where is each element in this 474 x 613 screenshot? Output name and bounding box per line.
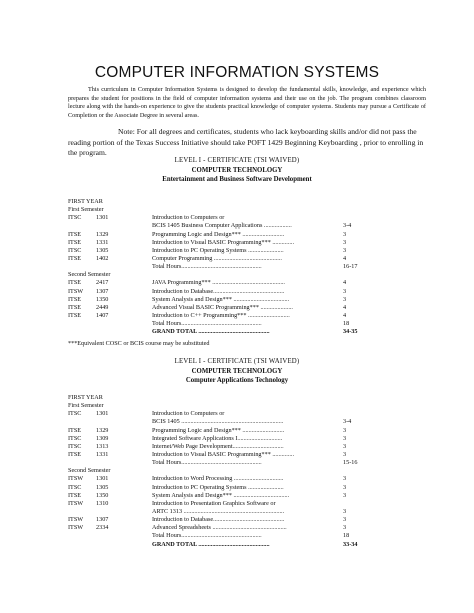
section1-program: COMPUTER TECHNOLOGY [191,166,283,174]
course-hours: 3 [343,426,347,434]
course-code: ITSW [68,524,84,532]
course-number: 1329 [96,426,109,434]
course-row [68,435,368,443]
course-row [68,222,368,230]
course-title: Introduction to Word Processing ................................ [152,475,284,483]
course-title: Total Hours.................................................... [152,263,262,271]
course-row [68,263,368,271]
course-hours: 3 [343,524,347,532]
course-number: 1313 [96,442,109,450]
course-number: 2449 [96,303,109,311]
course-title: GRAND TOTAL .............................................. [152,328,270,336]
course-hours: 3 [343,434,347,442]
course-title: Introduction to Visual BASIC Programming*** .............. [152,450,294,458]
course-row [68,255,368,263]
note-text: Note: For all degrees and certificates, students who lack keyboarding skills and/or did not pass the reading portion of the Texas Success Initiative should take POFT 1429 Beginning Keyboarding , prior to enrolling in the program. [68,127,424,158]
course-code: Second Semester [68,271,111,279]
course-row [68,402,368,410]
course-code: ITSW [68,516,84,524]
course-title: Programming Logic and Design*** ........................... [152,230,285,238]
section1-header [0,156,474,185]
course-hours: 3 [343,475,347,483]
course-hours: 3 [343,450,347,458]
course-number: 1329 [96,230,109,238]
course-code: ITSE [68,303,82,311]
course-number: 1331 [96,450,109,458]
section2-level: LEVEL I - CERTIFICATE (TSI WAIVED) [174,358,300,365]
course-number: 1402 [96,254,109,262]
course-row [68,320,368,328]
course-number: 1309 [96,434,109,442]
course-row [68,271,368,279]
course-hours: 3 [343,483,347,491]
course-title: Advanced Spreadsheets ................................................ [152,524,287,532]
course-row [68,508,368,516]
course-code: ITSE [68,450,82,458]
intro-paragraph [68,86,426,121]
course-code: ITSC [68,442,82,450]
course-code: FIRST YEAR [68,394,103,401]
course-row [68,418,368,426]
course-hours: 15-16 [343,459,358,467]
course-row [68,279,368,287]
course-code: ITSC [68,214,82,222]
section2-header [0,357,474,386]
course-title: GRAND TOTAL .............................................. [152,540,270,548]
course-hours: 16-17 [343,263,358,271]
course-code: ITSE [68,254,82,262]
course-number: 1301 [96,475,109,483]
course-code: FIRST YEAR [68,198,103,205]
course-hours: 3 [343,516,347,524]
course-number: 1301 [96,410,109,418]
course-hours: 3 [343,295,347,303]
course-title: Introduction to Computers or [152,214,225,222]
course-row [68,394,368,402]
course-number: 1331 [96,238,109,246]
course-hours: 3 [343,287,347,295]
course-hours: 3-4 [343,418,352,426]
course-row [68,312,368,320]
course-code: ITSW [68,287,84,295]
section2-course-table [68,394,368,549]
course-title: Programming Logic and Design*** ........................... [152,426,285,434]
course-title: Introduction to PC Operating Systems ....................... [152,246,284,254]
course-row [68,198,368,206]
course-hours: 18 [343,532,350,540]
course-row [68,427,368,435]
section1-level: LEVEL I - CERTIFICATE (TSI WAIVED) [174,157,300,164]
course-code: ITSW [68,475,84,483]
course-title: ARTC 1313 ................................................................. [152,507,285,515]
page-title: COMPUTER INFORMATION SYSTEMS [94,64,380,81]
course-hours: 3 [343,246,347,254]
course-code: ITSE [68,311,82,319]
section2-program: COMPUTER TECHNOLOGY [191,367,283,375]
course-number: 1350 [96,295,109,303]
course-title: Introduction to C++ Programming*** ........................... [152,311,290,319]
course-hours: 34-35 [343,328,358,336]
course-row [68,410,368,418]
course-title: Introduction to PC Operating Systems ....................... [152,483,284,491]
course-hours: 4 [343,254,347,262]
course-row [68,247,368,255]
course-row [68,532,368,540]
course-row [68,467,368,475]
course-title: BCIS 1405 Business Computer Applications .................. [152,222,292,230]
course-code: First Semester [68,206,104,214]
intro-text: This curriculum in Computer Information Systems is designed to develop the fundamental skills, knowledge, and experience which prepares the student for positions in the field of computer information systems and their use on the job. The program combines classroom lecture along with the hands-on experience to give the students practical knowledge of computer systems. Students may pursue a Certificate of Completion or the Associate Degree in several areas. [68,86,426,120]
course-title: Introduction to Visual BASIC Programming*** .............. [152,238,294,246]
course-number: 2334 [96,524,109,532]
course-code: ITSC [68,434,82,442]
section1-track: Entertainment and Business Software Development [162,176,312,184]
course-code: ITSE [68,491,82,499]
course-row [68,304,368,312]
course-row [68,451,368,459]
course-hours: 4 [343,311,347,319]
course-title: BCIS 1405 .................................................................. [152,418,284,426]
section1-course-table [68,198,368,336]
course-row [68,206,368,214]
course-row [68,500,368,508]
course-row [68,541,368,549]
course-code: ITSC [68,246,82,254]
course-title: JAVA Programming*** ............................................... [152,279,285,287]
course-code: ITSW [68,499,84,507]
course-number: 1350 [96,491,109,499]
course-title: Total Hours.................................................... [152,459,262,467]
course-code: ITSE [68,295,82,303]
course-row [68,296,368,304]
course-number: 1307 [96,516,109,524]
course-title: Introduction to Presentation Graphics Software or [152,499,276,507]
course-code: First Semester [68,402,104,410]
course-row [68,328,368,336]
course-code: ITSE [68,238,82,246]
course-hours: 3 [343,230,347,238]
course-hours: 18 [343,320,350,328]
course-code: ITSE [68,279,82,287]
course-row [68,524,368,532]
course-number: 1307 [96,287,109,295]
course-title: Computer Programming ............................................ [152,254,282,262]
course-title: Introduction to Database.............................................. [152,287,285,295]
course-number: 1305 [96,483,109,491]
course-code: ITSC [68,483,82,491]
section1-footnote: ***Equivalent COSC or BCIS course may be substituted [68,340,210,347]
course-number: 1301 [96,214,109,222]
course-number: 1407 [96,311,109,319]
course-row [68,231,368,239]
section2-track: Computer Applications Technology [185,377,289,385]
course-row [68,239,368,247]
course-code: Second Semester [68,467,111,475]
course-number: 1310 [96,499,109,507]
course-title: Internet/Web Page Development................................. [152,442,284,450]
course-title: Integrated Software Applications I............................. [152,434,283,442]
course-hours: 4 [343,303,347,311]
course-row [68,214,368,222]
course-hours: 3-4 [343,222,352,230]
course-hours: 3 [343,491,347,499]
course-number: 1305 [96,246,109,254]
course-title: Introduction to Computers or [152,410,225,418]
course-hours: 4 [343,279,347,287]
course-hours: 33-34 [343,540,358,548]
course-row [68,484,368,492]
note-paragraph [68,127,430,159]
course-row [68,443,368,451]
course-title: Total Hours.................................................... [152,320,262,328]
course-hours: 3 [343,442,347,450]
course-row [68,288,368,296]
course-row [68,516,368,524]
course-hours: 3 [343,238,347,246]
course-row [68,492,368,500]
course-title: System Analysis and Design*** .................................... [152,491,290,499]
course-title: System Analysis and Design*** .................................... [152,295,290,303]
course-row [68,459,368,467]
course-code: ITSE [68,426,82,434]
course-title: Advanced Visual BASIC Programming*** ..................... [152,303,293,311]
course-code: ITSC [68,410,82,418]
course-code: ITSE [68,230,82,238]
course-row [68,475,368,483]
course-title: Introduction to Database.............................................. [152,516,285,524]
course-hours: 3 [343,507,347,515]
course-title: Total Hours.................................................... [152,532,262,540]
course-number: 2417 [96,279,109,287]
